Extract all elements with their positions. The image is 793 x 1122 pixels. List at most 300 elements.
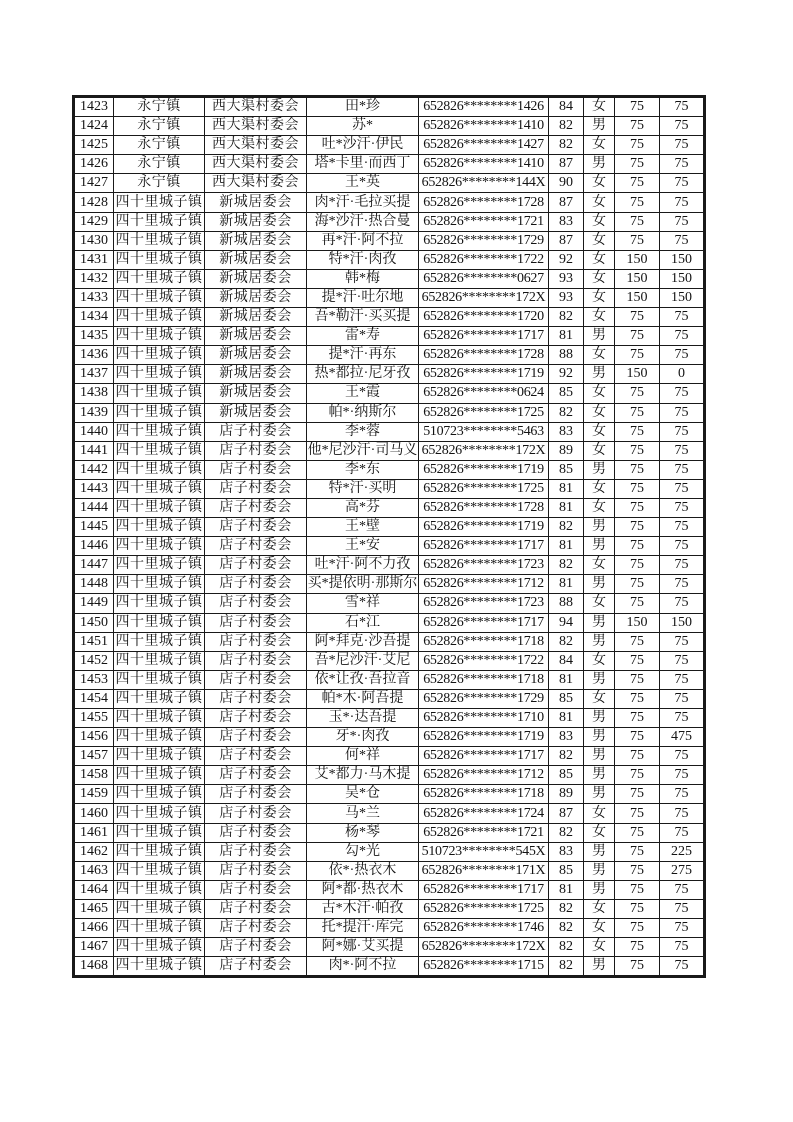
gender-cell: 女: [584, 193, 615, 212]
table-row: [74, 193, 705, 212]
gender-cell: 男: [584, 842, 615, 861]
town-cell: 四十里城子镇: [114, 231, 205, 250]
village-committee-cell: 西大渠村委会: [205, 155, 307, 174]
table-row: [74, 632, 705, 651]
amount-2-cell: 225: [660, 842, 705, 861]
id-number-cell: 652826********1718: [419, 632, 549, 651]
town-cell: 四十里城子镇: [114, 670, 205, 689]
id-number-cell: 652826********1426: [419, 97, 549, 117]
village-committee-cell: 新城居委会: [205, 384, 307, 403]
age-cell: 82: [549, 938, 584, 957]
id-number-cell: 652826********1717: [419, 327, 549, 346]
age-cell: 83: [549, 422, 584, 441]
id-number-cell: 652826********1729: [419, 231, 549, 250]
amount-1-cell: 75: [615, 174, 660, 193]
id-number-cell: 652826********1729: [419, 689, 549, 708]
person-name-cell: 古*木汗·帕孜: [307, 899, 419, 918]
id-number-cell: 652826********1721: [419, 212, 549, 231]
amount-2-cell: 75: [660, 460, 705, 479]
town-cell: 四十里城子镇: [114, 632, 205, 651]
table-body: [74, 97, 705, 977]
gender-cell: 男: [584, 327, 615, 346]
person-name-cell: 肉*汗·毛拉买提: [307, 193, 419, 212]
gender-cell: 女: [584, 938, 615, 957]
amount-1-cell: 75: [615, 460, 660, 479]
age-cell: 82: [549, 403, 584, 422]
age-cell: 82: [549, 632, 584, 651]
town-cell: 四十里城子镇: [114, 728, 205, 747]
person-name-cell: 海*沙汗·热合曼: [307, 212, 419, 231]
amount-2-cell: 75: [660, 174, 705, 193]
amount-2-cell: 75: [660, 479, 705, 498]
age-cell: 82: [549, 518, 584, 537]
gender-cell: 女: [584, 308, 615, 327]
town-cell: 永宁镇: [114, 97, 205, 117]
table-row: [74, 899, 705, 918]
village-committee-cell: 店子村委会: [205, 747, 307, 766]
age-cell: 82: [549, 823, 584, 842]
age-cell: 87: [549, 193, 584, 212]
person-name-cell: 韩*梅: [307, 269, 419, 288]
village-committee-cell: 新城居委会: [205, 365, 307, 384]
amount-2-cell: 75: [660, 422, 705, 441]
age-cell: 83: [549, 842, 584, 861]
age-cell: 81: [549, 709, 584, 728]
village-committee-cell: 西大渠村委会: [205, 97, 307, 117]
person-name-cell: 提*汗·吐尔地: [307, 288, 419, 307]
table-row: [74, 823, 705, 842]
row-number-cell: 1436: [74, 346, 114, 365]
amount-2-cell: 75: [660, 117, 705, 136]
town-cell: 四十里城子镇: [114, 250, 205, 269]
gender-cell: 女: [584, 689, 615, 708]
id-number-cell: 510723********5463: [419, 422, 549, 441]
person-name-cell: 杨*琴: [307, 823, 419, 842]
gender-cell: 男: [584, 537, 615, 556]
person-name-cell: 王*霞: [307, 384, 419, 403]
row-number-cell: 1461: [74, 823, 114, 842]
row-number-cell: 1450: [74, 613, 114, 632]
village-committee-cell: 新城居委会: [205, 250, 307, 269]
amount-2-cell: 75: [660, 919, 705, 938]
gender-cell: 男: [584, 613, 615, 632]
id-number-cell: 652826********0627: [419, 269, 549, 288]
town-cell: 四十里城子镇: [114, 403, 205, 422]
amount-1-cell: 75: [615, 919, 660, 938]
amount-2-cell: 75: [660, 670, 705, 689]
id-number-cell: 652826********1712: [419, 575, 549, 594]
person-name-cell: 再*汗·阿不拉: [307, 231, 419, 250]
age-cell: 82: [549, 957, 584, 977]
gender-cell: 男: [584, 670, 615, 689]
table-row: [74, 384, 705, 403]
age-cell: 88: [549, 346, 584, 365]
row-number-cell: 1425: [74, 136, 114, 155]
amount-1-cell: 75: [615, 747, 660, 766]
village-committee-cell: 新城居委会: [205, 308, 307, 327]
village-committee-cell: 店子村委会: [205, 594, 307, 613]
amount-1-cell: 75: [615, 728, 660, 747]
village-committee-cell: 新城居委会: [205, 269, 307, 288]
village-committee-cell: 店子村委会: [205, 919, 307, 938]
table-row: [74, 174, 705, 193]
age-cell: 82: [549, 919, 584, 938]
village-committee-cell: 新城居委会: [205, 403, 307, 422]
row-number-cell: 1438: [74, 384, 114, 403]
id-number-cell: 652826********1728: [419, 193, 549, 212]
row-number-cell: 1456: [74, 728, 114, 747]
village-committee-cell: 店子村委会: [205, 804, 307, 823]
table-row: [74, 327, 705, 346]
town-cell: 永宁镇: [114, 136, 205, 155]
person-name-cell: 帕*木·阿吾提: [307, 689, 419, 708]
village-committee-cell: 店子村委会: [205, 613, 307, 632]
town-cell: 四十里城子镇: [114, 498, 205, 517]
amount-2-cell: 75: [660, 193, 705, 212]
gender-cell: 女: [584, 919, 615, 938]
age-cell: 82: [549, 308, 584, 327]
gender-cell: 男: [584, 880, 615, 899]
id-number-cell: 652826********1712: [419, 766, 549, 785]
amount-1-cell: 75: [615, 155, 660, 174]
id-number-cell: 652826********1717: [419, 880, 549, 899]
town-cell: 永宁镇: [114, 155, 205, 174]
row-number-cell: 1446: [74, 537, 114, 556]
row-number-cell: 1467: [74, 938, 114, 957]
town-cell: 四十里城子镇: [114, 346, 205, 365]
gender-cell: 男: [584, 766, 615, 785]
gender-cell: 女: [584, 441, 615, 460]
age-cell: 81: [549, 575, 584, 594]
amount-1-cell: 75: [615, 670, 660, 689]
amount-2-cell: 75: [660, 575, 705, 594]
town-cell: 四十里城子镇: [114, 518, 205, 537]
amount-1-cell: 75: [615, 537, 660, 556]
person-name-cell: 阿*拜克·沙吾提: [307, 632, 419, 651]
row-number-cell: 1442: [74, 460, 114, 479]
amount-2-cell: 75: [660, 689, 705, 708]
age-cell: 82: [549, 117, 584, 136]
amount-2-cell: 75: [660, 441, 705, 460]
gender-cell: 男: [584, 747, 615, 766]
person-name-cell: 依*让孜·吾拉音: [307, 670, 419, 689]
row-number-cell: 1428: [74, 193, 114, 212]
age-cell: 82: [549, 747, 584, 766]
amount-2-cell: 150: [660, 288, 705, 307]
person-name-cell: 王*英: [307, 174, 419, 193]
gender-cell: 女: [584, 823, 615, 842]
person-name-cell: 石*江: [307, 613, 419, 632]
amount-2-cell: 75: [660, 632, 705, 651]
person-name-cell: 吴*仓: [307, 785, 419, 804]
gender-cell: 女: [584, 288, 615, 307]
id-number-cell: 652826********1723: [419, 556, 549, 575]
person-name-cell: 李*蓉: [307, 422, 419, 441]
table-row: [74, 250, 705, 269]
person-name-cell: 牙*·肉孜: [307, 728, 419, 747]
gender-cell: 女: [584, 899, 615, 918]
amount-2-cell: 0: [660, 365, 705, 384]
table-row: [74, 842, 705, 861]
town-cell: 四十里城子镇: [114, 766, 205, 785]
row-number-cell: 1451: [74, 632, 114, 651]
person-name-cell: 托*提汗·库完: [307, 919, 419, 938]
village-committee-cell: 店子村委会: [205, 441, 307, 460]
table-row: [74, 785, 705, 804]
id-number-cell: 652826********1728: [419, 498, 549, 517]
row-number-cell: 1439: [74, 403, 114, 422]
table-row: [74, 117, 705, 136]
village-committee-cell: 新城居委会: [205, 288, 307, 307]
amount-1-cell: 75: [615, 518, 660, 537]
amount-2-cell: 75: [660, 97, 705, 117]
id-number-cell: 652826********1723: [419, 594, 549, 613]
row-number-cell: 1424: [74, 117, 114, 136]
table-row: [74, 441, 705, 460]
row-number-cell: 1462: [74, 842, 114, 861]
person-name-cell: 田*珍: [307, 97, 419, 117]
amount-2-cell: 75: [660, 594, 705, 613]
village-committee-cell: 店子村委会: [205, 880, 307, 899]
age-cell: 88: [549, 594, 584, 613]
row-number-cell: 1427: [74, 174, 114, 193]
person-name-cell: 艾*都力·马木提: [307, 766, 419, 785]
gender-cell: 男: [584, 728, 615, 747]
gender-cell: 女: [584, 136, 615, 155]
table-row: [74, 957, 705, 977]
age-cell: 82: [549, 556, 584, 575]
person-name-cell: 特*汗·肉孜: [307, 250, 419, 269]
amount-2-cell: 75: [660, 766, 705, 785]
person-name-cell: 帕*·纳斯尔: [307, 403, 419, 422]
person-name-cell: 吾*勒汗·买买提: [307, 308, 419, 327]
town-cell: 四十里城子镇: [114, 938, 205, 957]
row-number-cell: 1426: [74, 155, 114, 174]
age-cell: 81: [549, 537, 584, 556]
person-name-cell: 提*汗·再东: [307, 346, 419, 365]
village-committee-cell: 店子村委会: [205, 938, 307, 957]
amount-1-cell: 75: [615, 97, 660, 117]
id-number-cell: 652826********1718: [419, 670, 549, 689]
amount-2-cell: 75: [660, 155, 705, 174]
id-number-cell: 652826********1722: [419, 250, 549, 269]
id-number-cell: 652826********1721: [419, 823, 549, 842]
row-number-cell: 1443: [74, 479, 114, 498]
amount-1-cell: 75: [615, 441, 660, 460]
table-row: [74, 537, 705, 556]
village-committee-cell: 店子村委会: [205, 861, 307, 880]
table-row: [74, 747, 705, 766]
amount-1-cell: 75: [615, 823, 660, 842]
age-cell: 85: [549, 689, 584, 708]
amount-2-cell: 75: [660, 823, 705, 842]
id-number-cell: 510723********545X: [419, 842, 549, 861]
id-number-cell: 652826********1427: [419, 136, 549, 155]
amount-2-cell: 150: [660, 250, 705, 269]
amount-2-cell: 75: [660, 518, 705, 537]
village-committee-cell: 店子村委会: [205, 460, 307, 479]
amount-1-cell: 75: [615, 861, 660, 880]
row-number-cell: 1447: [74, 556, 114, 575]
row-number-cell: 1437: [74, 365, 114, 384]
town-cell: 四十里城子镇: [114, 212, 205, 231]
village-committee-cell: 店子村委会: [205, 498, 307, 517]
amount-1-cell: 75: [615, 785, 660, 804]
table-row: [74, 670, 705, 689]
amount-2-cell: 75: [660, 384, 705, 403]
age-cell: 83: [549, 728, 584, 747]
id-number-cell: 652826********1410: [419, 117, 549, 136]
id-number-cell: 652826********1725: [419, 899, 549, 918]
person-name-cell: 肉*·阿不拉: [307, 957, 419, 977]
row-number-cell: 1449: [74, 594, 114, 613]
town-cell: 四十里城子镇: [114, 957, 205, 977]
age-cell: 85: [549, 861, 584, 880]
amount-2-cell: 150: [660, 269, 705, 288]
table-row: [74, 613, 705, 632]
gender-cell: 女: [584, 594, 615, 613]
town-cell: 四十里城子镇: [114, 365, 205, 384]
row-number-cell: 1452: [74, 651, 114, 670]
amount-1-cell: 75: [615, 899, 660, 918]
row-number-cell: 1429: [74, 212, 114, 231]
person-name-cell: 苏*: [307, 117, 419, 136]
amount-1-cell: 75: [615, 804, 660, 823]
table-row: [74, 288, 705, 307]
row-number-cell: 1458: [74, 766, 114, 785]
amount-2-cell: 75: [660, 709, 705, 728]
village-committee-cell: 西大渠村委会: [205, 174, 307, 193]
age-cell: 81: [549, 498, 584, 517]
id-number-cell: 652826********172X: [419, 441, 549, 460]
age-cell: 85: [549, 766, 584, 785]
amount-2-cell: 75: [660, 346, 705, 365]
village-committee-cell: 店子村委会: [205, 823, 307, 842]
table-row: [74, 804, 705, 823]
gender-cell: 男: [584, 365, 615, 384]
town-cell: 四十里城子镇: [114, 651, 205, 670]
gender-cell: 女: [584, 498, 615, 517]
id-number-cell: 652826********1719: [419, 728, 549, 747]
row-number-cell: 1459: [74, 785, 114, 804]
age-cell: 81: [549, 327, 584, 346]
amount-1-cell: 75: [615, 957, 660, 977]
age-cell: 89: [549, 441, 584, 460]
table-row: [74, 556, 705, 575]
town-cell: 四十里城子镇: [114, 880, 205, 899]
village-committee-cell: 店子村委会: [205, 842, 307, 861]
amount-1-cell: 75: [615, 308, 660, 327]
id-number-cell: 652826********144X: [419, 174, 549, 193]
gender-cell: 男: [584, 155, 615, 174]
town-cell: 四十里城子镇: [114, 384, 205, 403]
amount-1-cell: 75: [615, 709, 660, 728]
gender-cell: 女: [584, 403, 615, 422]
amount-2-cell: 75: [660, 899, 705, 918]
table-row: [74, 689, 705, 708]
gender-cell: 男: [584, 709, 615, 728]
village-committee-cell: 西大渠村委会: [205, 136, 307, 155]
age-cell: 81: [549, 880, 584, 899]
id-number-cell: 652826********1710: [419, 709, 549, 728]
town-cell: 四十里城子镇: [114, 269, 205, 288]
amount-2-cell: 75: [660, 957, 705, 977]
village-committee-cell: 店子村委会: [205, 518, 307, 537]
id-number-cell: 652826********1728: [419, 346, 549, 365]
person-name-cell: 何*祥: [307, 747, 419, 766]
amount-1-cell: 75: [615, 346, 660, 365]
gender-cell: 女: [584, 479, 615, 498]
age-cell: 85: [549, 384, 584, 403]
town-cell: 四十里城子镇: [114, 747, 205, 766]
amount-1-cell: 75: [615, 556, 660, 575]
gender-cell: 男: [584, 117, 615, 136]
table-row: [74, 460, 705, 479]
table-row: [74, 861, 705, 880]
amount-2-cell: 75: [660, 136, 705, 155]
person-name-cell: 马*兰: [307, 804, 419, 823]
person-name-cell: 吐*沙汗·伊民: [307, 136, 419, 155]
village-committee-cell: 店子村委会: [205, 632, 307, 651]
row-number-cell: 1454: [74, 689, 114, 708]
table-row: [74, 575, 705, 594]
person-name-cell: 他*尼沙汗·司马义: [307, 441, 419, 460]
age-cell: 83: [549, 212, 584, 231]
id-number-cell: 652826********1717: [419, 747, 549, 766]
village-committee-cell: 新城居委会: [205, 327, 307, 346]
table-row: [74, 97, 705, 117]
amount-1-cell: 75: [615, 403, 660, 422]
town-cell: 四十里城子镇: [114, 479, 205, 498]
gender-cell: 男: [584, 785, 615, 804]
row-number-cell: 1448: [74, 575, 114, 594]
pension-roster-table: [72, 95, 706, 978]
amount-2-cell: 75: [660, 747, 705, 766]
village-committee-cell: 店子村委会: [205, 957, 307, 977]
id-number-cell: 652826********1719: [419, 365, 549, 384]
table-row: [74, 651, 705, 670]
amount-2-cell: 75: [660, 403, 705, 422]
person-name-cell: 雷*寿: [307, 327, 419, 346]
row-number-cell: 1440: [74, 422, 114, 441]
row-number-cell: 1434: [74, 308, 114, 327]
town-cell: 四十里城子镇: [114, 861, 205, 880]
gender-cell: 男: [584, 518, 615, 537]
age-cell: 93: [549, 288, 584, 307]
village-committee-cell: 店子村委会: [205, 670, 307, 689]
amount-2-cell: 75: [660, 804, 705, 823]
table-row: [74, 308, 705, 327]
village-committee-cell: 店子村委会: [205, 556, 307, 575]
amount-2-cell: 75: [660, 327, 705, 346]
village-committee-cell: 店子村委会: [205, 785, 307, 804]
table-row: [74, 136, 705, 155]
amount-1-cell: 150: [615, 613, 660, 632]
amount-1-cell: 150: [615, 269, 660, 288]
age-cell: 92: [549, 365, 584, 384]
village-committee-cell: 店子村委会: [205, 709, 307, 728]
village-committee-cell: 店子村委会: [205, 651, 307, 670]
village-committee-cell: 店子村委会: [205, 689, 307, 708]
amount-2-cell: 75: [660, 938, 705, 957]
age-cell: 87: [549, 155, 584, 174]
town-cell: 四十里城子镇: [114, 709, 205, 728]
id-number-cell: 652826********1717: [419, 613, 549, 632]
row-number-cell: 1463: [74, 861, 114, 880]
village-committee-cell: 店子村委会: [205, 537, 307, 556]
amount-1-cell: 75: [615, 327, 660, 346]
row-number-cell: 1466: [74, 919, 114, 938]
